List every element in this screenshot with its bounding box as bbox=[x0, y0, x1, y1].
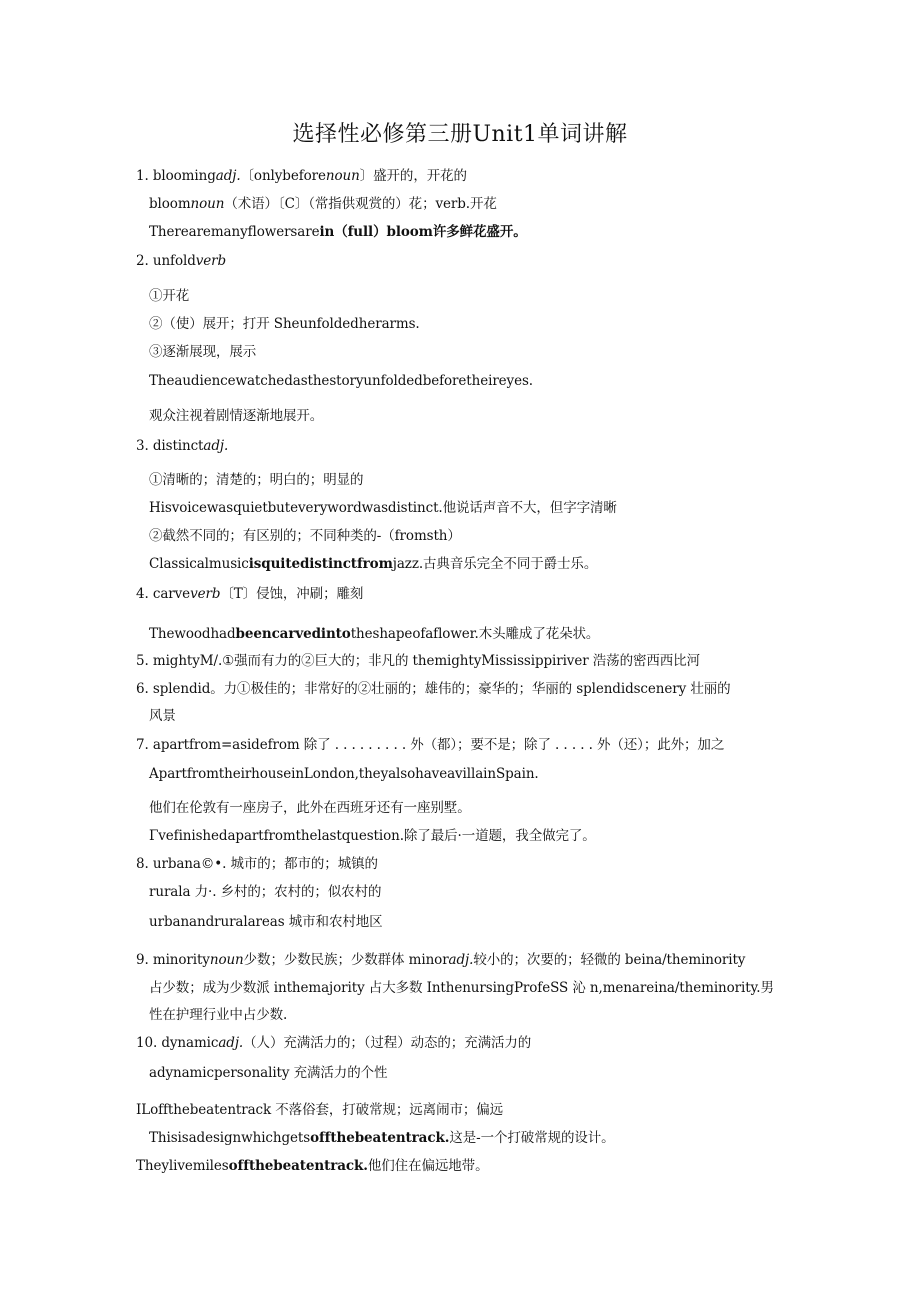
entry-7-translation-1: 他们在伦敦有一座房子，此外在西班牙还有一座别墅。 bbox=[149, 800, 471, 816]
entry-11-example-1: Thisisadesignwhichgetsoffthebeatentrack.这是-一个打破常规的设计。 bbox=[149, 1130, 615, 1146]
entry-4-headword: 4. carveverb〔T〕侵蚀，冲刷；雕刻 bbox=[136, 586, 364, 602]
entry-2-headword: 2. unfoldverb bbox=[136, 253, 227, 269]
entry-5: 5. mightyM/.①强而有力的②巨大的；非凡的 themightyMississippiriver 浩荡的密西西比河 bbox=[136, 653, 700, 669]
entry-6-continued: 风景 bbox=[149, 708, 176, 724]
entry-8-example: urbanandruralareas 城市和农村地区 bbox=[149, 914, 383, 930]
entry-9: 9. minoritynoun少数；少数民族；少数群体 minoradj.较小的；次要的；轻微的 beina/theminority bbox=[136, 952, 746, 968]
entry-8-rural: rurala 力·. 乡村的；农村的；似农村的 bbox=[149, 884, 382, 900]
entry-3-example-1: Hisvoicewasquietbuteverywordwasdistinct.他说话声音不大，但字字清晰 bbox=[149, 500, 617, 516]
entry-1-headword: 1. bloomingadj.〔onlybeforenoun〕盛开的，开花的 bbox=[136, 168, 467, 184]
entry-9-continued-2: 性在护理行业中占少数. bbox=[149, 1007, 288, 1023]
entry-8: 8. urbana©•. 城市的；都市的；城镇的 bbox=[136, 856, 378, 872]
entry-1-example: Therearemanyflowersarein（full）bloom许多鲜花盛开。 bbox=[149, 224, 527, 240]
entry-7-example-1: ApartfromtheirhouseinLondon,theyalsohaveavillainSpain. bbox=[149, 766, 539, 782]
entry-2-sense-1: ①开花 bbox=[149, 288, 190, 304]
entry-6: 6. splendid。力①极佳的；非常好的②壮丽的；雄伟的；豪华的；华丽的 splendidscenery 壮丽的 bbox=[136, 681, 731, 697]
entry-2-sense-3: ③逐渐展现，展示 bbox=[149, 344, 257, 360]
entry-9-continued: 占少数；成为少数派 inthemajority 占大多数 InthenursingProfeSS 沁 n,menareina/theminority.男 bbox=[149, 980, 774, 996]
page-title: 选择性必修第三册Unit1单词讲解 bbox=[292, 122, 628, 147]
entry-3-sense-2: ②截然不同的；有区别的；不同种类的-（fromsth） bbox=[149, 528, 461, 544]
entry-2-translation: 观众注视着剧情逐渐地展开。 bbox=[149, 408, 324, 424]
entry-4-example: Thewoodhadbeencarvedintotheshapeofaflower.木头雕成了花朵状。 bbox=[149, 626, 600, 642]
entry-2-example: Theaudiencewatchedasthestoryunfoldedbeforetheireyes. bbox=[149, 373, 533, 389]
entry-11: ILoffthebeatentrack 不落俗套，打破常规；远离闹市；偏远 bbox=[136, 1102, 504, 1118]
entry-1-definition: bloomnoun（术语）〔C〕（常指供观赏的）花；verb.开花 bbox=[149, 196, 497, 212]
entry-2-sense-2: ②（使）展开；打开 Sheunfoldedherarms. bbox=[149, 316, 420, 332]
entry-10-example: adynamicpersonality 充满活力的个性 bbox=[149, 1065, 388, 1081]
entry-7: 7. apartfrom=asidefrom 除了 . . . . . . . . . 外（都）；要不是；除了 . . . . . 外（还）；此外；加之 bbox=[136, 737, 725, 753]
entry-11-example-2: Theylivemilesoffthebeatentrack.他们住在偏远地带。 bbox=[136, 1158, 489, 1174]
entry-3-headword: 3. distinctadj. bbox=[136, 438, 229, 454]
entry-3-sense-1: ①清晰的；清楚的；明白的；明显的 bbox=[149, 472, 364, 488]
entry-7-example-2: Γvefinishedapartfromthelastquestion.除了最后·一道题，我全做完了。 bbox=[149, 828, 596, 844]
entry-10: 10. dynamicadj.（人）充满活力的；（过程）动态的；充满活力的 bbox=[136, 1035, 532, 1051]
entry-3-example-2: Classicalmusicisquitedistinctfromjazz.古典音乐完全不同于爵士乐。 bbox=[149, 556, 598, 572]
